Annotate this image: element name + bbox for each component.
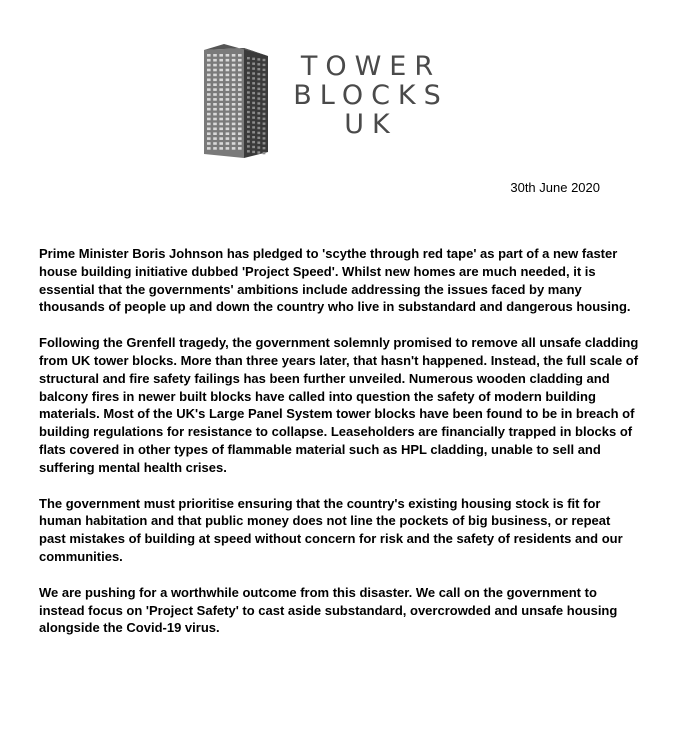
- building-window: [247, 135, 250, 137]
- logo-line-1: TOWER: [300, 51, 442, 82]
- building-window: [247, 96, 250, 98]
- building-window: [263, 108, 266, 110]
- paragraph-2: Following the Grenfell tragedy, the government solemnly promised to remove all unsafe cladding from UK tower blocks. More than three years later, that hasn't happened. Instead, the full scale of structural and fire safety failings has been further unveiled. Numerous wooden cladding and balcony fires in newer built blocks have called into question the safety of modern building materials. Most of the UK's Large Panel System tower blocks have been found to be in breach of building regulations for resistance to collapse. Leaseholders are financially trapped in blocks of flats covered in other types of flammable material such as HPL cladding, unable to sell and suffering mental health crises.: [39, 335, 639, 475]
- building-window: [207, 142, 211, 145]
- building-window: [257, 112, 260, 114]
- building-window: [213, 93, 217, 96]
- building-window: [219, 83, 223, 86]
- building-window: [213, 103, 217, 106]
- building-window: [232, 118, 236, 121]
- building-window: [238, 79, 242, 82]
- building-window: [257, 127, 260, 129]
- building-window: [213, 69, 217, 72]
- building-window: [232, 103, 236, 106]
- building-window: [247, 116, 250, 118]
- building-window: [257, 88, 260, 90]
- building-window: [226, 83, 230, 86]
- building-window: [207, 113, 211, 116]
- building-window: [207, 137, 211, 140]
- building-window: [252, 121, 255, 123]
- building-window: [247, 126, 250, 128]
- building-window: [207, 54, 211, 57]
- logo-wordmark: [286, 52, 456, 139]
- letter-body: [39, 245, 639, 655]
- building-window: [219, 108, 223, 111]
- building-window: [232, 98, 236, 101]
- building-window: [257, 93, 260, 95]
- building-window: [263, 83, 266, 85]
- paragraph-3: The government must prioritise ensuring that the country's existing housing stock is fit for human habitation and that public money does not line the pockets of big business, or repeat past mistakes of building at speed without concern for risk and the safety of residents and our communities.: [39, 495, 623, 564]
- building-window: [238, 108, 242, 111]
- building-window: [207, 74, 211, 77]
- building-window: [247, 111, 250, 113]
- building-window: [219, 137, 223, 140]
- building-window: [257, 78, 260, 80]
- building-window: [252, 102, 255, 104]
- building-window: [252, 151, 255, 153]
- building-window: [238, 59, 242, 62]
- building-window: [263, 64, 266, 66]
- building-window: [263, 118, 266, 120]
- building-window: [238, 64, 242, 67]
- building-window: [219, 74, 223, 77]
- building-window: [232, 123, 236, 126]
- building-window: [238, 83, 242, 86]
- building-window: [207, 147, 211, 150]
- building-window: [263, 93, 266, 95]
- building-window: [232, 64, 236, 67]
- building-window: [238, 142, 242, 145]
- building-window: [207, 128, 211, 131]
- building-window: [232, 108, 236, 111]
- building-window: [238, 137, 242, 140]
- building-window: [257, 107, 260, 109]
- building-window: [263, 59, 266, 61]
- building-window: [219, 103, 223, 106]
- building-window: [238, 118, 242, 121]
- building-window: [226, 54, 230, 57]
- building-window: [207, 123, 211, 126]
- tower-block-icon: [200, 40, 272, 158]
- building-window: [213, 83, 217, 86]
- building-window: [213, 88, 217, 91]
- building-window: [207, 108, 211, 111]
- building-window: [213, 59, 217, 62]
- building-window: [252, 67, 255, 69]
- building-window: [257, 63, 260, 65]
- building-window: [226, 79, 230, 82]
- building-window: [257, 83, 260, 85]
- building-window: [263, 74, 266, 76]
- paragraph-4: We are pushing for a worthwhile outcome from this disaster. We call on the government to instead focus on 'Project Safety' to cast aside substandard, overcrowded and unsafe housing alongside the Covid-19 virus.: [39, 584, 618, 636]
- building-window: [252, 87, 255, 89]
- building-window: [263, 142, 266, 144]
- building-window: [207, 88, 211, 91]
- building-window: [207, 103, 211, 106]
- building-window: [226, 132, 230, 135]
- building-window: [213, 147, 217, 150]
- building-window: [252, 146, 255, 148]
- building-window: [232, 132, 236, 135]
- building-window: [219, 118, 223, 121]
- building-window: [213, 108, 217, 111]
- building-window: [257, 73, 260, 75]
- building-window: [226, 113, 230, 116]
- building-window: [226, 88, 230, 91]
- logo: [200, 40, 460, 160]
- building-window: [247, 150, 250, 152]
- building-window: [219, 113, 223, 116]
- building-window: [257, 58, 260, 60]
- building-window: [247, 106, 250, 108]
- building-window: [238, 132, 242, 135]
- building-window: [213, 113, 217, 116]
- building-window: [232, 79, 236, 82]
- building-window: [238, 147, 242, 150]
- building-window: [226, 64, 230, 67]
- building-window: [257, 102, 260, 104]
- building-window: [263, 137, 266, 139]
- building-window: [263, 127, 266, 129]
- building-window: [247, 101, 250, 103]
- building-window: [263, 123, 266, 125]
- building-window: [238, 128, 242, 131]
- building-window: [252, 126, 255, 128]
- building-window: [257, 122, 260, 124]
- building-window: [207, 83, 211, 86]
- building-window: [232, 54, 236, 57]
- building-window: [219, 88, 223, 91]
- building-window: [232, 147, 236, 150]
- building-window: [252, 72, 255, 74]
- building-window: [247, 82, 250, 84]
- building-window: [219, 123, 223, 126]
- letter-date: 30th June 2020: [510, 180, 600, 195]
- building-window: [226, 123, 230, 126]
- building-window: [232, 69, 236, 72]
- building-window: [219, 93, 223, 96]
- building-window: [219, 59, 223, 62]
- building-window: [257, 151, 260, 153]
- building-window: [213, 98, 217, 101]
- building-window: [252, 92, 255, 94]
- building-window: [252, 141, 255, 143]
- building-window: [226, 98, 230, 101]
- building-window: [247, 91, 250, 93]
- building-window: [226, 93, 230, 96]
- building-window: [232, 113, 236, 116]
- logo-line-3: UK: [344, 109, 398, 140]
- building-window: [226, 69, 230, 72]
- building-window: [226, 118, 230, 121]
- building-window: [232, 142, 236, 145]
- building-window: [213, 79, 217, 82]
- building-window: [252, 82, 255, 84]
- building-window: [213, 74, 217, 77]
- building-window: [257, 68, 260, 70]
- building-window: [263, 88, 266, 90]
- building-window: [252, 116, 255, 118]
- building-window: [238, 54, 242, 57]
- building-window: [247, 131, 250, 133]
- building-window: [238, 93, 242, 96]
- building-window: [263, 78, 266, 80]
- building-window: [232, 137, 236, 140]
- building-window: [263, 113, 266, 115]
- building-window: [247, 57, 250, 59]
- building-window: [226, 147, 230, 150]
- building-window: [207, 132, 211, 135]
- building-window: [247, 121, 250, 123]
- building-window: [247, 77, 250, 79]
- building-window: [219, 64, 223, 67]
- building-window: [207, 93, 211, 96]
- building-window: [252, 58, 255, 60]
- building-window: [207, 69, 211, 72]
- building-window: [226, 128, 230, 131]
- building-window: [219, 142, 223, 145]
- building-window: [219, 128, 223, 131]
- building-window: [213, 132, 217, 135]
- building-window: [257, 146, 260, 148]
- building-window: [263, 69, 266, 71]
- building-window: [263, 147, 266, 149]
- building-window: [238, 98, 242, 101]
- building-window: [219, 132, 223, 135]
- building-window: [226, 137, 230, 140]
- building-window: [252, 136, 255, 138]
- building-window: [252, 77, 255, 79]
- building-window: [238, 69, 242, 72]
- building-window: [257, 117, 260, 119]
- building-window: [232, 128, 236, 131]
- building-window: [232, 88, 236, 91]
- building-window: [238, 113, 242, 116]
- building-window: [247, 72, 250, 74]
- building-window: [257, 97, 260, 99]
- building-window: [238, 123, 242, 126]
- building-window: [263, 152, 266, 154]
- building-window: [238, 74, 242, 77]
- building-window: [213, 128, 217, 131]
- building-window: [238, 88, 242, 91]
- building-window: [226, 103, 230, 106]
- building-window: [247, 67, 250, 69]
- building-window: [252, 97, 255, 99]
- building-window: [252, 63, 255, 65]
- building-window: [226, 59, 230, 62]
- building-window: [257, 142, 260, 144]
- building-window: [232, 93, 236, 96]
- building-window: [207, 59, 211, 62]
- building-window: [252, 107, 255, 109]
- building-window: [213, 142, 217, 145]
- building-window: [207, 64, 211, 67]
- building-window: [257, 137, 260, 139]
- building-window: [247, 140, 250, 142]
- building-window: [232, 59, 236, 62]
- building-window: [232, 74, 236, 77]
- building-window: [247, 62, 250, 64]
- building-window: [247, 86, 250, 88]
- building-window: [226, 74, 230, 77]
- building-window: [226, 108, 230, 111]
- building-window: [263, 132, 266, 134]
- logo-line-2: BLOCKS: [293, 80, 449, 111]
- building-window: [257, 132, 260, 134]
- paragraph-1: Prime Minister Boris Johnson has pledged to 'scythe through red tape' as part of a new faster house building initiative dubbed 'Project Speed'. Whilst new homes are much needed, it is essential that the governments' ambitions include addressing the issues faced by many thousands of people up and down the country who live in substandard and dangerous housing.: [39, 246, 631, 315]
- building-window: [232, 83, 236, 86]
- building-window: [207, 98, 211, 101]
- building-window: [238, 103, 242, 106]
- building-window: [219, 69, 223, 72]
- building-window: [219, 79, 223, 82]
- building-window: [263, 98, 266, 100]
- building-window: [207, 118, 211, 121]
- building-window: [213, 123, 217, 126]
- building-window: [263, 103, 266, 105]
- building-window: [213, 64, 217, 67]
- building-window: [213, 54, 217, 57]
- building-window: [226, 142, 230, 145]
- building-window: [207, 79, 211, 82]
- building-window: [219, 147, 223, 150]
- building-window: [252, 112, 255, 114]
- building-window: [219, 98, 223, 101]
- building-window: [252, 131, 255, 133]
- building-window: [247, 145, 250, 147]
- building-window: [219, 54, 223, 57]
- building-window: [213, 118, 217, 121]
- building-window: [213, 137, 217, 140]
